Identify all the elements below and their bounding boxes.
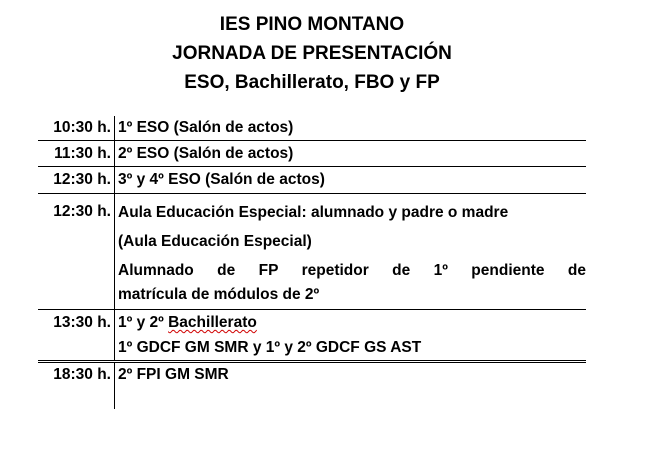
row-text: 2º FPI GM SMR <box>118 366 229 383</box>
row-description <box>115 141 586 166</box>
schedule-table <box>38 116 586 409</box>
row-text: 1º ESO (Salón de actos) <box>118 119 294 136</box>
row-time: 11:30 h. <box>38 141 115 166</box>
row-description <box>115 310 586 360</box>
document-title <box>0 10 624 97</box>
row-time: 13:30 h. <box>38 310 115 360</box>
spellcheck-word: Bachillerato <box>168 314 257 331</box>
row-text <box>118 310 586 335</box>
row-text: 1º GDCF GM SMR y 1º y 2º GDCF GS AST <box>118 339 422 356</box>
schedule-row <box>38 141 586 167</box>
schedule-row <box>38 167 586 194</box>
event-name: JORNADA DE PRESENTACIÓN <box>172 43 452 64</box>
schedule-row <box>38 363 586 409</box>
row-description <box>115 198 586 309</box>
row-description <box>115 167 586 193</box>
row-time: 10:30 h. <box>38 116 115 140</box>
row-text: Aula Educación Especial: alumnado y padre o madre <box>118 204 509 221</box>
school-name: IES PINO MONTANO <box>219 14 405 35</box>
row-text: matrícula de módulos de 2º <box>118 286 320 303</box>
row-time: 12:30 h. <box>38 194 115 309</box>
row-time: 12:30 h. <box>38 167 115 193</box>
row-text: (Aula Educación Especial) <box>118 233 312 250</box>
row-text: 2º ESO (Salón de actos) <box>118 145 294 162</box>
row-text: Alumnado de FP repetidor de 1º pendiente de <box>118 262 586 279</box>
row-description <box>115 363 586 409</box>
course-prefix: 1º y 2º <box>118 314 169 331</box>
schedule-row <box>38 310 586 363</box>
row-text: 3º y 4º ESO (Salón de actos) <box>118 171 325 188</box>
row-time: 18:30 h. <box>38 363 115 409</box>
event-subtitle: ESO, Bachillerato, FBO y FP <box>184 72 440 93</box>
schedule-row <box>38 116 586 141</box>
schedule-row <box>38 194 586 310</box>
row-description <box>115 116 586 140</box>
